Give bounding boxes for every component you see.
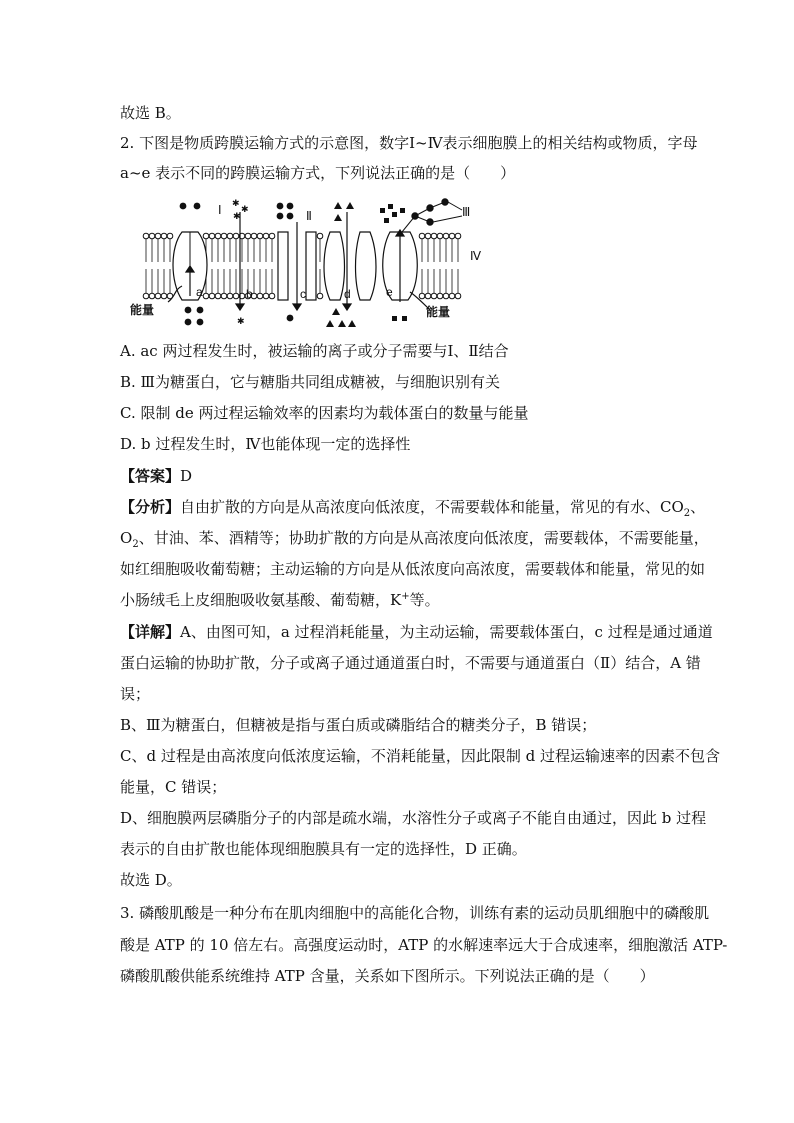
detail-line-5: C、d 过程是由高浓度向低浓度运输，不消耗能量，因此限制 d 过程运输速率的因素不包含 (120, 747, 720, 765)
analysis-text-4-end: 等。 (409, 591, 440, 609)
label-b: b (246, 287, 253, 301)
detail-line-3: 误； (120, 685, 151, 703)
label-d: d (344, 287, 351, 301)
svg-text:✱: ✱ (241, 205, 249, 215)
analysis-line-1 (120, 497, 705, 517)
energy-label-left: 能量 (130, 303, 155, 317)
q2-stem-line-2: a~e 表示不同的跨膜运输方式，下列说法正确的是（ ） (120, 164, 516, 182)
detail-text-1: A、由图可知，a 过程消耗能量，为主动运输，需要载体蛋白，c 过程是通过通道 (180, 623, 713, 641)
detail-line-2: 蛋白运输的协助扩散，分子或离子通过通道蛋白时，不需要与通道蛋白（Ⅱ）结合，A 错 (120, 654, 701, 672)
label-a: a (196, 285, 203, 299)
analysis-line-3: 如红细胞吸收葡萄糖；主动运输的方向是从低浓度向高浓度，需要载体和能量，常见的如 (120, 560, 706, 578)
svg-text:✱: ✱ (237, 317, 245, 327)
q1-conclusion: 故选 B。 (120, 104, 181, 122)
q2-option-b: B. Ⅲ为糖蛋白，它与糖脂共同组成糖被，与细胞识别有关 (120, 373, 501, 391)
q2-option-a: A. ac 两过程发生时，被运输的离子或分子需要与Ⅰ、Ⅱ结合 (120, 342, 509, 360)
energy-label-right: 能量 (426, 305, 451, 319)
analysis-text-1-end: 、 (690, 498, 706, 516)
analysis-text-2: 、甘油、苯、酒精等；协助扩散的方向是从高浓度向低浓度，需要载体，不需要能量， (138, 529, 709, 547)
arrow-b (236, 304, 244, 310)
q3-stem-line-3: 磷酸肌酸供能系统维持 ATP 含量，关系如下图所示。下列说法正确的是（ ） (120, 967, 655, 985)
answer-value: D (180, 467, 193, 485)
arrow-d (343, 304, 351, 310)
analysis-tag: 【分析】 (120, 498, 181, 516)
label-c: c (300, 287, 306, 301)
label-e: e (386, 285, 393, 299)
analysis-line-2 (120, 528, 709, 548)
arrow-c (293, 304, 301, 310)
q2-option-c: C. 限制 de 两过程运输效率的因素均为载体蛋白的数量与能量 (120, 404, 529, 422)
detail-line-6: 能量，C 错误； (120, 778, 227, 796)
q2-conclusion: 故选 D。 (120, 871, 182, 889)
analysis-text-4: 小肠绒毛上皮细胞吸收氨基酸、葡萄糖，K (120, 591, 402, 609)
analysis-text-1: 自由扩散的方向是从高浓度向低浓度，不需要载体和能量，常见的有水、CO (180, 498, 684, 516)
o2-subscript: 2 (132, 539, 139, 550)
label-I: Ⅰ (218, 203, 222, 217)
detail-line-4: B、Ⅲ为糖蛋白，但糖被是指与蛋白质或磷脂结合的糖类分子，B 错误； (120, 716, 597, 734)
k-superscript: + (401, 591, 410, 602)
label-IV: Ⅳ (470, 249, 482, 263)
o2-symbol: O (120, 529, 133, 547)
star-molecule: ✱ (232, 199, 240, 209)
q3-stem-line-1: 3. 磷酸肌酸是一种分布在肌肉细胞中的高能化合物，训练有素的运动员肌细胞中的磷酸肌 (120, 904, 710, 922)
molecules-inside (185, 307, 407, 327)
detail-line-7: D、细胞膜两层磷脂分子的内部是疏水端，水溶性分子或离子不能自由通过，因此 b 过程 (120, 809, 707, 827)
detail-tag: 【详解】 (120, 623, 181, 641)
q3-stem-line-2: 酸是 ATP 的 10 倍左右。高强度运动时，ATP 的水解速率远大于合成速率，细胞激活 ATP- (120, 936, 728, 954)
q2-stem-line-1: 2. 下图是物质跨膜运输方式的示意图，数字Ⅰ~Ⅳ表示细胞膜上的相关结构或物质，字母 (120, 134, 698, 152)
label-III: Ⅲ (462, 205, 471, 219)
svg-text:✱: ✱ (233, 212, 241, 222)
q2-answer-line (120, 466, 192, 486)
protein-d (324, 232, 345, 300)
channel-protein-II (278, 232, 288, 300)
detail-line-8: 表示的自由扩散也能体现细胞膜具有一定的选择性，D 正确。 (120, 840, 527, 858)
membrane-transport-diagram (130, 192, 485, 332)
answer-tag: 【答案】 (120, 467, 181, 485)
molecules-outside (180, 199, 405, 223)
glycoprotein-III (402, 199, 462, 232)
q2-option-d: D. b 过程发生时，Ⅳ也能体现一定的选择性 (120, 435, 411, 453)
label-II: Ⅱ (306, 209, 312, 223)
co2-subscript: 2 (683, 508, 691, 519)
detail-line-1 (120, 622, 713, 642)
analysis-line-4 (120, 590, 440, 610)
